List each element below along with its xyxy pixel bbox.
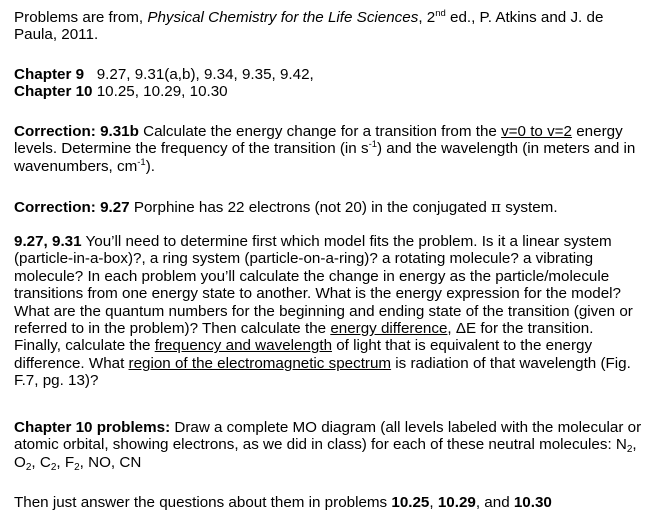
chapter-10-problems: Chapter 10 problems: Draw a complete MO diagram (all levels labeled with the molecular or atomic orbital, showing electrons, as we did in class) for each of these neutral molecules: $N_2$, $O_2$, $C_2$, $F_2$, NO, CN [14, 419, 642, 473]
chapter-label: Chapter 10 [14, 83, 93, 101]
molecules-tail: NO, CN [88, 453, 142, 471]
citation-edition: , 2 [418, 9, 436, 26]
chapter-list [14, 66, 644, 101]
citation-rest: ed., P. Atkins and J. de Paula, 2011. [14, 9, 604, 44]
problem-10-30: 10.30 [513, 494, 552, 511]
pi-symbol: π [491, 198, 501, 216]
problem-10-29: 10.29 [437, 494, 476, 511]
vibrational-levels: v=0 to v=2 [501, 123, 573, 140]
problem-guidance: 9.27, 9.31 You’ll need to determine first which model fits the problem. Is it a linear system (particle-in-a-box)?, a ring system (particle-on-a-ring)? a rotating molecule? a vibrating molecule? In each problem you’ll calculate the change in energy as the particle/molecule transitions from one energy state to another. What is the energy expression for the model? What are the quantum numbers for the beginning and ending state of the transition (given or referred to in the problem)? Then calculate the energy difference, ΔE for the transition. Finally, calculate the frequency and wavelength of light that is equivalent to the energy difference. What region of the electromagnetic spectrum is radiation of that wavelength (Fig. F.7, pg. 13)? [14, 233, 633, 390]
chapter-9-line [14, 66, 644, 83]
edition-ordinal: nd [435, 8, 446, 19]
chapter-problems: 10.25, 10.29, 10.30 [96, 83, 228, 101]
chapter-problems: 9.27, 9.31(a,b), 9.34, 9.35, 9.42, [96, 66, 314, 83]
em-spectrum-term: region of the electromagnetic spectrum [128, 354, 392, 372]
guidance-label: 9.27, 9.31 [14, 233, 82, 250]
correction-9-31b: Correction: 9.31b Calculate the energy change for a transition from the v=0 to v=2 energy levels. Determine the frequency of the transition (in $s^{-1}$) and the wavelength (in meters and in wavenumbers, $cm^{-1}$). [14, 123, 636, 175]
molecule-F2: $F_2$, [64, 453, 89, 473]
source-citation [14, 9, 644, 44]
final-instruction: Then just answer the questions about them in problems 10.25, 10.29, and 10.30 [14, 494, 552, 511]
chapter-label: Chapter 9 [14, 66, 85, 83]
correction-9-27: Correction: 9.27 Porphine has 22 electrons (not 20) in the conjugated π system. [14, 198, 558, 216]
frequency-wavelength-term: frequency and wavelength [154, 337, 333, 355]
molecule-C2: $C_2$, [39, 453, 65, 473]
energy-difference-term: energy difference [330, 320, 448, 338]
chapter-10-line [14, 83, 644, 100]
citation-prefix: Problems are from, [14, 9, 148, 26]
book-title: Physical Chemistry for the Life Sciences [147, 9, 419, 26]
molecule-O2: $O_2$, [14, 453, 40, 473]
correction-label: Correction: 9.31b [14, 123, 139, 140]
correction-label: Correction: 9.27 [14, 199, 130, 216]
problem-10-25: 10.25 [391, 494, 430, 511]
chapter-10-label: Chapter 10 problems: [14, 419, 171, 436]
molecule-N2: $N_2$, [615, 436, 637, 456]
